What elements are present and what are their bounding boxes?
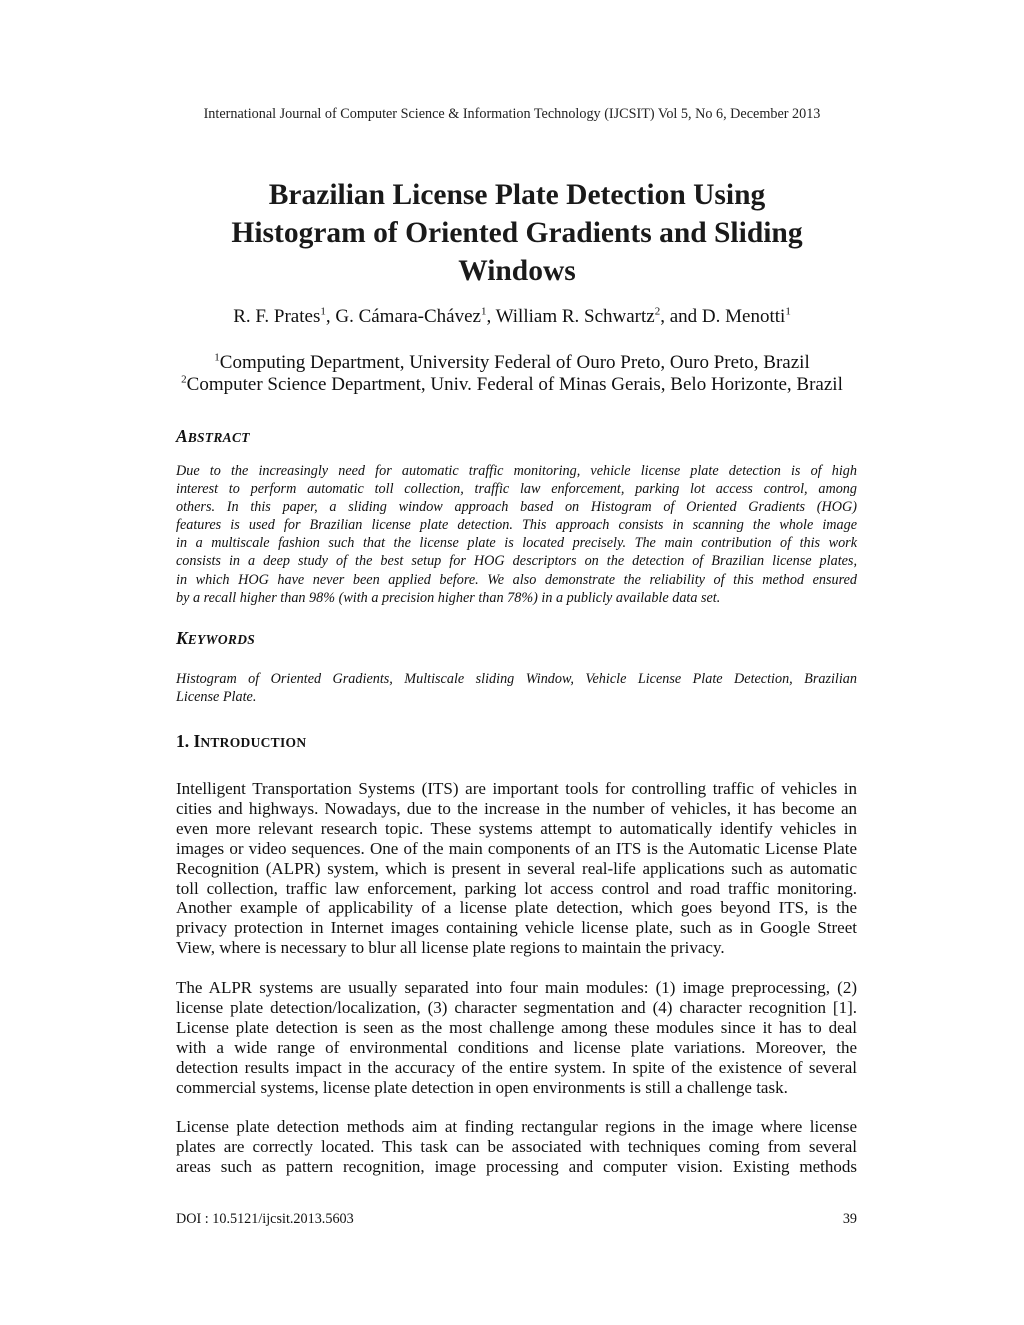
keywords-body: [176, 670, 857, 706]
abstract-line: features is used for Brazilian license plate detection. This approach consists in scanning the whole image: [176, 517, 857, 534]
paragraph-line: commercial systems, license plate detection in open environments is still a challenge task.: [176, 1077, 788, 1097]
paragraph-line: license plate detection/localization, (3) character segmentation and (4) character recognition [1].: [176, 997, 857, 1017]
paragraph-line: cities and highways. Nowadays, due to the increase in the number of vehicles, it has become an: [176, 798, 857, 818]
author-name: , and D. Menotti: [660, 306, 786, 327]
paragraph-line: images or video sequences. One of the main components of an ITS is the Automatic License Plate: [176, 838, 857, 858]
affiliation-1: [0, 352, 1024, 374]
author-affiliation-mark: 2: [654, 305, 661, 318]
paragraph-line: License plate detection is seen as the most challenge among these modules since it has to deal: [176, 1017, 857, 1037]
abstract-line: interest to perform automatic toll collection, traffic law enforcement, parking lot access control, among: [176, 481, 857, 498]
page-number: 39: [842, 1211, 857, 1227]
author-affiliation-mark: 1: [785, 305, 791, 318]
keywords-line: License Plate.: [176, 689, 257, 706]
paragraph-line: toll collection, traffic law enforcement, parking lot access control and road traffic monitoring.: [176, 878, 857, 898]
abstract-heading: [176, 426, 250, 447]
paragraph-line: detection results impact in the accuracy of the entire system. In spite of the existence of several: [176, 1057, 857, 1077]
abstract-body: [176, 462, 857, 607]
paragraph-line: plates are correctly located. This task can be associated with techniques coming from several: [176, 1136, 857, 1156]
abstract-line: by a recall higher than 98% (with a precision higher than 78%) in a publicly available data set.: [176, 589, 721, 606]
affiliation-mark: 1: [214, 351, 220, 364]
abstract-line: in which HOG have never been applied before. We also demonstrate the reliability of this method ensured: [176, 571, 857, 588]
heading-initial: K: [176, 628, 188, 648]
author-affiliation-mark: 1: [320, 305, 326, 318]
title-line: Histogram of Oriented Gradients and Sliding: [231, 217, 803, 249]
author-name: , G. Cámara-Chávez: [325, 306, 481, 327]
paragraph-line: even more relevant research topic. These systems attempt to automatically identify vehicles in: [176, 818, 857, 838]
abstract-line: in a multiscale fashion such that the license plate is located precisely. The main contribution of this work: [176, 535, 857, 552]
intro-paragraph-2: [176, 978, 857, 1097]
affiliation-mark: 2: [181, 373, 187, 386]
affiliation-text: Computer Science Department, Univ. Federal of Minas Gerais, Belo Horizonte, Brazil: [186, 374, 843, 395]
paragraph-line: Recognition (ALPR) system, which is present in several real-life applications such as automatic: [176, 858, 857, 878]
paper-title: [120, 176, 914, 290]
paragraph-line: Another example of applicability of a license plate detection, which goes beyond ITS, is the: [176, 898, 857, 918]
keywords-heading: [176, 628, 255, 649]
heading-rest: BSTRACT: [187, 430, 250, 445]
abstract-line: Due to the increasingly need for automatic traffic monitoring, vehicle license plate detection is of high: [176, 463, 857, 479]
affiliation-2: [0, 374, 1024, 396]
intro-paragraph-3: [176, 1117, 857, 1177]
running-header: International Journal of Computer Science & Information Technology (IJCSIT) Vol 5, No 6, December 2013: [203, 106, 821, 122]
paragraph-line: privacy protection in Internet images containing vehicle license plate, such as in Google Street: [176, 918, 857, 938]
heading-rest: EYWORDS: [187, 632, 256, 647]
paragraph-line: The ALPR systems are usually separated into four main modules: (1) image preprocessing, (2): [176, 978, 857, 997]
affiliation-text: Computing Department, University Federal of Ouro Preto, Ouro Preto, Brazil: [219, 352, 810, 373]
author-list: [0, 306, 1024, 328]
title-line: Brazilian License Plate Detection Using: [268, 179, 766, 211]
author-name: R. F. Prates: [233, 306, 321, 327]
abstract-line: consists in a deep study of the best setup for HOG descriptors on the detection of Brazilian license plates,: [176, 553, 857, 570]
introduction-heading: [176, 731, 306, 752]
heading-rest: NTRODUCTION: [200, 735, 307, 750]
heading-initial: A: [176, 426, 188, 446]
paragraph-line: areas such as pattern recognition, image processing and computer vision. Existing methods: [176, 1156, 857, 1176]
title-line: Windows: [458, 255, 576, 287]
abstract-line: others. In this paper, a sliding window approach based on Histogram of Oriented Gradients (HOG): [176, 499, 857, 516]
paragraph-line: License plate detection methods aim at finding rectangular regions in the image where license: [176, 1117, 857, 1136]
doi-footer: DOI : 10.5121/ijcsit.2013.5603: [176, 1211, 354, 1227]
paragraph-line: with a wide range of environmental conditions and license plate variations. Moreover, the: [176, 1037, 857, 1057]
heading-initial: 1. I: [176, 731, 201, 751]
intro-paragraph-1: [176, 779, 857, 958]
keywords-line: Histogram of Oriented Gradients, Multiscale sliding Window, Vehicle License Plate Detection, Brazilian: [176, 671, 857, 687]
paragraph-line: Intelligent Transportation Systems (ITS) are important tools for controlling traffic of vehicles in: [176, 779, 857, 798]
paragraph-line: View, where is necessary to blur all license plate regions to maintain the privacy.: [176, 938, 725, 958]
author-name: , William R. Schwartz: [486, 306, 655, 327]
author-affiliation-mark: 1: [480, 305, 487, 318]
